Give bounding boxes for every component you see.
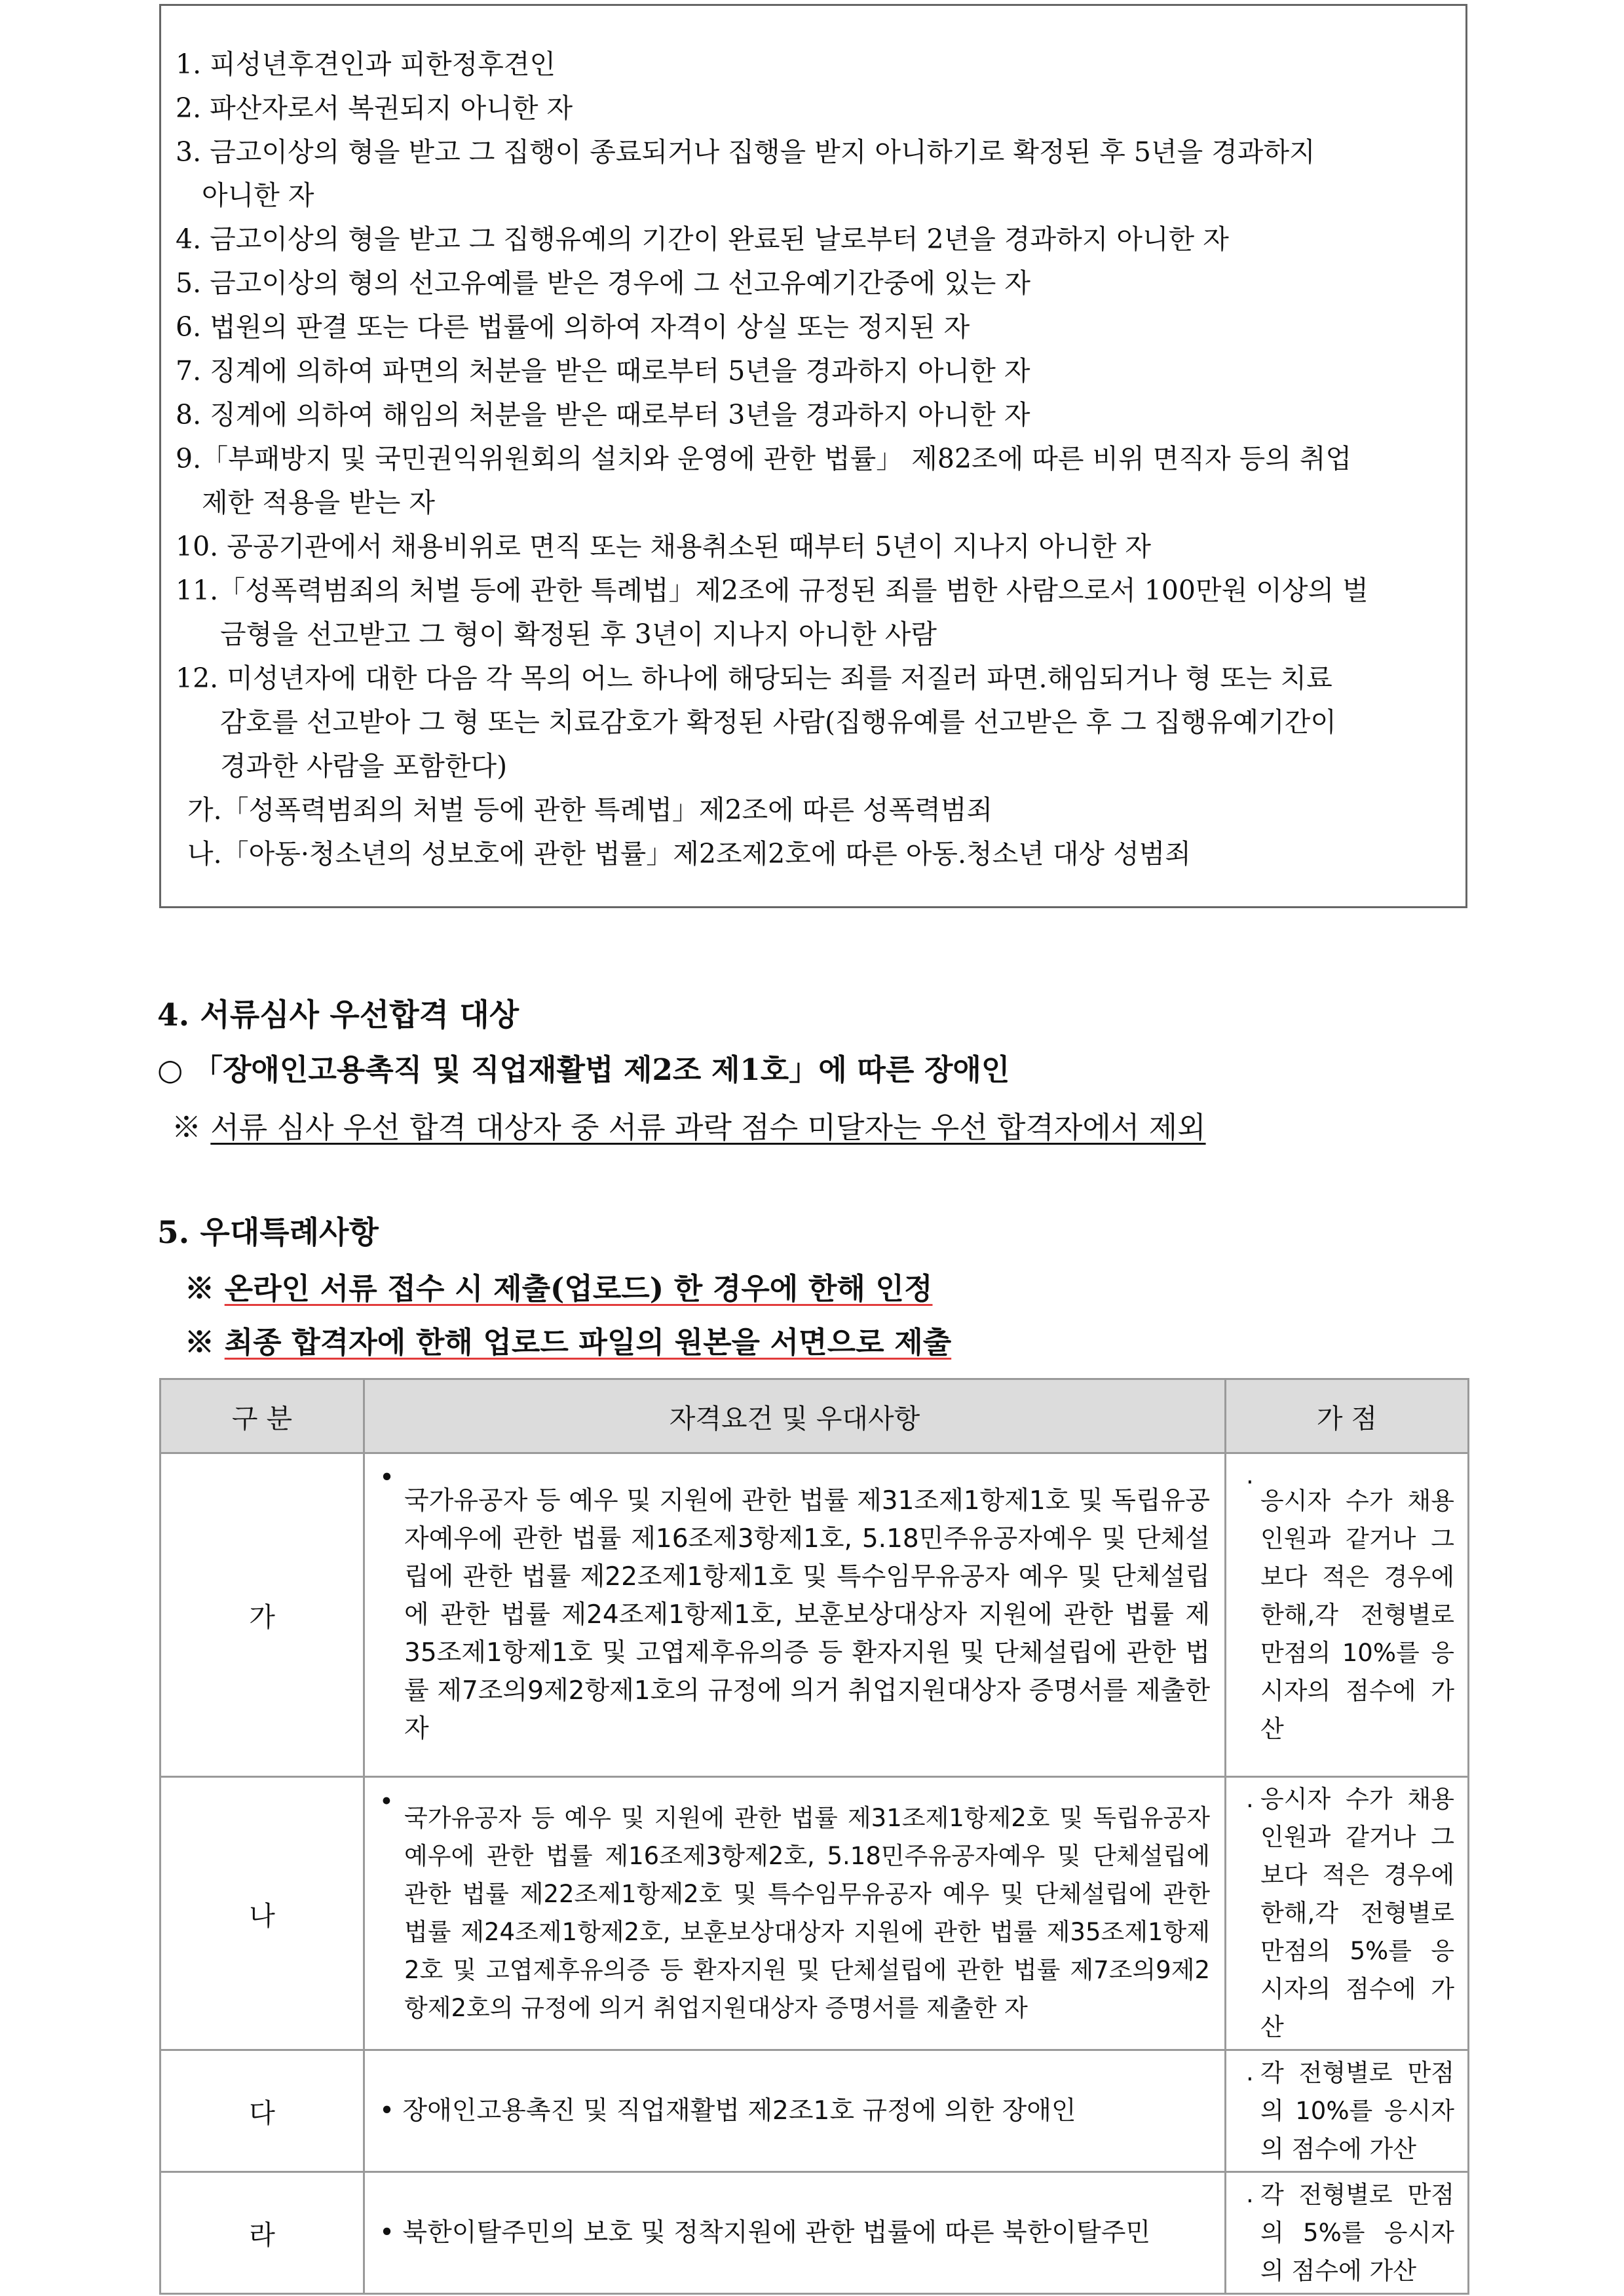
row-points [1226, 1777, 1469, 2050]
disqualification-item: 감호를 선고받아 그 형 또는 치료감호가 확정된 사람(집행유예를 선고받은 후 그 집행유예기간이 [220, 706, 1336, 738]
disqualification-item: 11.「성폭력범죄의 처벌 등에 관한 특례법」제2조에 규정된 죄를 범한 사람으로서 100만원 이상의 벌 [176, 575, 1369, 606]
section5-title: 5. 우대특례사항 [157, 1215, 379, 1251]
disqualification-item: 가.「성폭력범죄의 처벌 등에 관한 특례법」제2조에 따른 성폭력범죄 [187, 794, 993, 826]
circle-bullet-icon: ○ [157, 1052, 183, 1087]
table-row [161, 2050, 1469, 2172]
row-category: 나 [161, 1777, 364, 2050]
section5-note1-text: 온라인 서류 접수 시 제출(업로드) 한 경우에 한해 인정 [224, 1271, 933, 1306]
disqualification-item: 10. 공공기관에서 채용비위로 면직 또는 채용취소된 때부터 5년이 지나지 아니한 자 [176, 531, 1152, 562]
disqualification-item: 나.「아동·청소년의 성보호에 관한 법률」제2조제2호에 따른 아동.청소년 대상 성범죄 [187, 838, 1191, 870]
section4-note [172, 1103, 1206, 1146]
bullet-icon: • [379, 1463, 395, 1493]
section4-title: 4. 서류심사 우선합격 대상 [157, 997, 519, 1033]
section4-item [157, 1046, 1010, 1088]
dot-icon: . [1246, 1461, 1254, 1489]
disqualification-item: 12. 미성년자에 대한 다음 각 목의 어느 하나에 해당되는 죄를 저질러 파면.해임되거나 형 또는 치료 [176, 662, 1332, 694]
disqualification-item: 9.「부패방지 및 국민권익위원회의 설치와 운영에 관한 법률」 제82조에 따른 비위 면직자 등의 취업 [176, 443, 1352, 474]
bullet-icon: • [379, 2095, 395, 2126]
row-requirement-text: 국가유공자 등 예우 및 지원에 관한 법률 제31조제1항제1호 및 독립유공자예우에 관한 법률 제16조제3항제1호, 5.18민주유공자예우 및 단체설립에 관한 법률 제22조제1항제1호 및 특수임무유공자 예우 및 단체설립에 관한 법률 제24조제1항제1호, 보훈보상대상자 지원에 관한 법률 제35조제1항제1호 및 고엽제후유의증 등 환자지원 및 단체설립에 관한 법률 제7조의9제2항제1호의 규정에 의거 취업지원대상자 증명서를 제출한자 [404, 1485, 1210, 1744]
disqualification-item: 3. 금고이상의 형을 받고 그 집행이 종료되거나 집행을 받지 아니하기로 확정된 후 5년을 경과하지 [176, 136, 1315, 168]
section4-item-text: 「장애인고용촉직 및 직업재활법 제2조 제1호」에 따른 장애인 [193, 1052, 1010, 1087]
row-points-text: 각 전형별로 만점의 5%를 응시자의 점수에 가산 [1260, 2180, 1454, 2285]
reference-mark-icon: ※ [185, 1271, 215, 1306]
table-row [161, 1453, 1469, 1777]
row-requirement-text: 북한이탈주민의 보호 및 정착지원에 관한 법률에 따른 북한이탈주민 [402, 2217, 1151, 2248]
disqualification-item: 7. 징계에 의하여 파면의 처분을 받은 때로부터 5년을 경과하지 아니한 자 [176, 355, 1030, 387]
disqualification-box [159, 4, 1467, 908]
row-category: 다 [161, 2050, 364, 2172]
disqualification-item: 금형을 선고받고 그 형이 확정된 후 3년이 지나지 아니한 사람 [220, 619, 937, 650]
row-requirement [364, 2172, 1226, 2294]
row-category: 가 [161, 1453, 364, 1777]
row-points [1226, 1453, 1469, 1777]
disqualification-item: 2. 파산자로서 복권되지 아니한 자 [176, 92, 573, 124]
disqualification-item: 8. 징계에 의하여 해임의 처분을 받은 때로부터 3년을 경과하지 아니한 자 [176, 399, 1030, 430]
table-header-row [161, 1379, 1469, 1453]
row-requirement-text: 국가유공자 등 예우 및 지원에 관한 법률 제31조제1항제2호 및 독립유공자예우에 관한 법률 제16조제3항제2호, 5.18민주유공자예우 및 단체설립에 관한 법률 제22조제1항제2호 및 특수임무유공자 예우 및 단체설립에 관한 법률 제24조제1항제2호, 보훈보상대상자 지원에 관한 법률 제35조제1항제2호 및 고엽제후유의증 등 환자지원 및 단체설립에 관한 법률 제7조의9제2항제2호의 규정에 의거 취업지원대상자 증명서를 제출한 자 [404, 1804, 1210, 2022]
disqualification-item: 경과한 사람을 포함한다) [220, 750, 508, 782]
header-points: 가 점 [1226, 1379, 1469, 1453]
disqualification-item: 제한 적용을 받는 자 [202, 487, 435, 518]
row-requirement [364, 1777, 1226, 2050]
table-row [161, 2172, 1469, 2294]
dot-icon: . [1246, 2180, 1254, 2208]
disqualification-item: 5. 금고이상의 형의 선고유예를 받은 경우에 그 선고유예기간중에 있는 자 [176, 267, 1030, 299]
section5-note2 [185, 1318, 951, 1361]
bullet-icon: • [379, 2217, 395, 2248]
row-points [1226, 2172, 1469, 2294]
row-points-text: 응시자 수가 채용 인원과 같거나 그 보다 적은 경우에 한해,각 전형별로 만점의 10%를 응시자의 점수에 가산 [1260, 1486, 1454, 1743]
benefits-table [159, 1378, 1469, 2295]
dot-icon: . [1246, 1785, 1254, 1813]
row-requirement-text: 장애인고용촉진 및 직업재활법 제2조1호 규정에 의한 장애인 [402, 2095, 1076, 2126]
dot-icon: . [1246, 2058, 1254, 2086]
bullet-icon: • [379, 1788, 394, 1816]
row-points-text: 각 전형별로 만점의 10%를 응시자의 점수에 가산 [1260, 2058, 1454, 2163]
table-row [161, 1777, 1469, 2050]
section5-note1 [185, 1265, 932, 1307]
disqualification-item: 6. 법원의 판결 또는 다른 법률에 의하여 자격이 상실 또는 정지된 자 [176, 311, 970, 343]
disqualification-item: 아니한 자 [202, 180, 314, 211]
row-requirement [364, 1453, 1226, 1777]
row-requirement [364, 2050, 1226, 2172]
header-requirement: 자격요건 및 우대사항 [364, 1379, 1226, 1453]
row-points-text: 응시자 수가 채용 인원과 같거나 그 보다 적은 경우에 한해,각 전형별로 만점의 5%를 응시자의 점수에 가산 [1260, 1785, 1454, 2041]
section4-note-text: 서류 심사 우선 합격 대상자 중 서류 과락 점수 미달자는 우선 합격자에서 제외 [210, 1110, 1206, 1145]
section5-note2-text: 최종 합격자에 한해 업로드 파일의 원본을 서면으로 제출 [224, 1325, 952, 1360]
row-category: 라 [161, 2172, 364, 2294]
row-points [1226, 2050, 1469, 2172]
reference-mark-icon: ※ [185, 1325, 215, 1360]
reference-mark-icon: ※ [172, 1110, 202, 1145]
header-category: 구 분 [161, 1379, 364, 1453]
disqualification-item: 4. 금고이상의 형을 받고 그 집행유예의 기간이 완료된 날로부터 2년을 경과하지 아니한 자 [176, 223, 1229, 255]
disqualification-item: 1. 피성년후견인과 피한정후견인 [176, 48, 556, 80]
